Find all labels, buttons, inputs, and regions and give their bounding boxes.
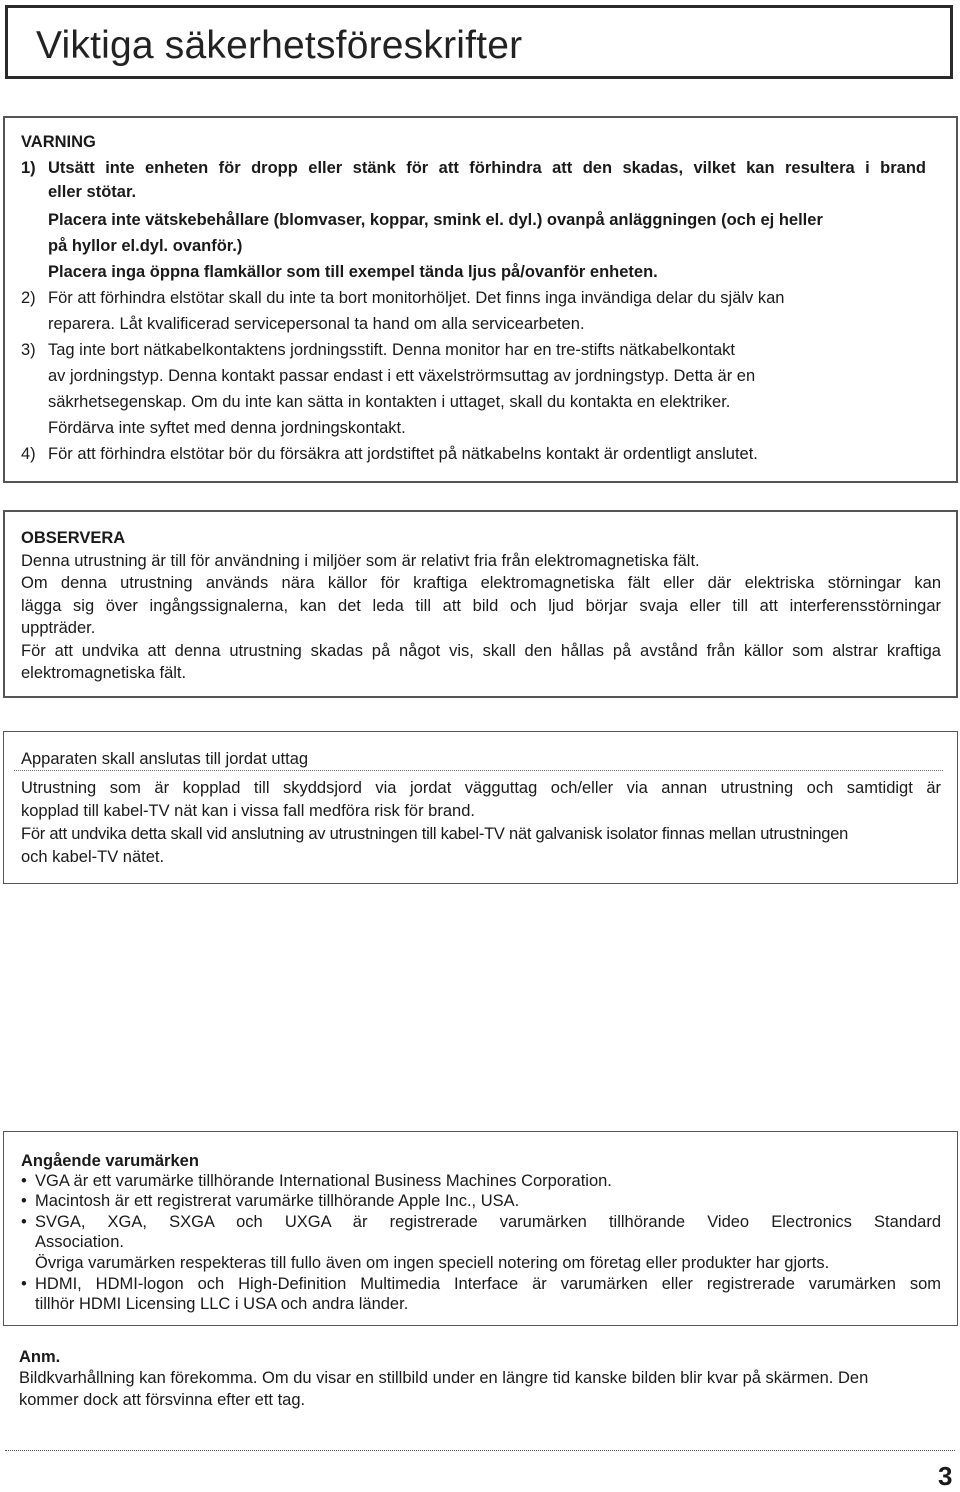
- trademark-item: VGA är ett varumärke tillhörande International Business Machines Corporation.: [35, 1172, 612, 1190]
- bullet-dot: •: [21, 1213, 27, 1231]
- note-line: kommer dock att försvinna efter ett tag.: [19, 1391, 306, 1409]
- warning-item-3-number: 3): [21, 341, 36, 359]
- bullet-dot: •: [21, 1275, 27, 1293]
- warning-item-1-line: på hyllor el.dyl. ovanför.): [48, 237, 243, 255]
- warning-heading: VARNING: [21, 133, 96, 151]
- warning-item-1-line: Placera inga öppna flamkällor som till exempel tända ljus på/ovanför enheten.: [48, 263, 658, 281]
- observera-heading: OBSERVERA: [21, 529, 126, 547]
- trademark-item: SVGA, XGA, SXGA och UXGA är registrerade varumärken tillhörande Video Electronics Standard: [35, 1213, 941, 1231]
- trademark-item: Macintosh är ett registrerat varumärke tillhörande Apple Inc., USA.: [35, 1192, 520, 1210]
- footer-rule: [5, 1450, 955, 1451]
- trademark-item: tillhör HDMI Licensing LLC i USA och andra länder.: [35, 1295, 409, 1313]
- observera-line: uppträder.: [21, 619, 96, 637]
- observera-line: elektromagnetiska fält.: [21, 664, 187, 682]
- trademark-item: HDMI, HDMI-logon och High-Definition Multimedia Interface är varumärken eller registrerade varumärken som: [35, 1275, 941, 1293]
- page-number: 3: [938, 1461, 953, 1491]
- grounding-line: kopplad till kabel-TV nät kan i vissa fall medföra risk för brand.: [21, 802, 475, 820]
- warning-item-3-line: av jordningstyp. Denna kontakt passar endast i ett växelströrmsuttag av jordningstyp. Detta är en: [48, 367, 756, 385]
- warning-item-1-line: Utsätt inte enheten för dropp eller stänk för att förhindra att den skadas, vilket kan resultera i brand: [48, 159, 926, 177]
- observera-line: För att undvika att denna utrustning skadas på något vis, skall den hållas på avstånd från källor som alstrar kraftiga: [21, 642, 941, 660]
- trademark-other: Övriga varumärken respekteras till fullo även om ingen speciell notering om företag eller produkter har gjorts.: [35, 1254, 830, 1272]
- grounding-line: För att undvika detta skall vid anslutning av utrustningen till kabel-TV nät galvanisk isolator finnas mellan utrustningen: [21, 825, 849, 843]
- warning-item-1-line: Placera inte vätskebehållare (blomvaser, koppar, smink el. dyl.) ovanpå anläggningen (och ej heller: [48, 211, 823, 229]
- observera-line: lägga sig över ingångssignalerna, kan det leda till att bild och ljud börjar svaja eller till att interferensstörningar: [21, 597, 941, 615]
- title-box: [5, 5, 953, 79]
- warning-item-4-line: För att förhindra elstötar bör du försäkra att jordstiftet på nätkabelns kontakt är ordentligt anslutet.: [48, 445, 758, 463]
- warning-item-3-line: Fördärva inte syftet med denna jordningskontakt.: [48, 419, 406, 437]
- grounding-heading: Apparaten skall anslutas till jordat uttag: [21, 750, 309, 768]
- warning-item-2-line: reparera. Låt kvalificerad servicepersonal ta hand om alla servicearbeten.: [48, 315, 585, 333]
- trademark-item: Association.: [35, 1233, 124, 1251]
- warning-item-3-line: säkrhetsegenskap. Om du inte kan sätta in kontakten i uttaget, skall du kontakta en elektriker.: [48, 393, 731, 411]
- observera-line: Om denna utrustning används nära källor för kraftiga elektromagnetiska fält eller där elektriska störningar kan: [21, 574, 941, 592]
- bullet-dot: •: [21, 1172, 27, 1190]
- observera-line: Denna utrustning är till för användning i miljöer som är relativt fria från elektromagnetiska fält.: [21, 552, 700, 570]
- note-line: Bildkvarhållning kan förekomma. Om du visar en stillbild under en längre tid kanske bilden blir kvar på skärmen. Den: [19, 1369, 869, 1387]
- note-heading: Anm.: [19, 1348, 61, 1366]
- warning-item-1-number: 1): [21, 159, 36, 177]
- grounding-line: och kabel-TV nätet.: [21, 848, 165, 866]
- warning-item-2-number: 2): [21, 289, 36, 307]
- trademarks-heading: Angående varumärken: [21, 1152, 199, 1170]
- warning-item-1-line: eller stötar.: [48, 183, 137, 201]
- bullet-dot: •: [21, 1192, 27, 1210]
- warning-item-4-number: 4): [21, 445, 36, 463]
- grounding-divider: [14, 770, 943, 771]
- page-title: Viktiga säkerhetsföreskrifter: [36, 24, 523, 67]
- warning-item-2-line: För att förhindra elstötar skall du inte ta bort monitorhöljet. Det finns inga invändiga delar du själv kan: [48, 289, 785, 307]
- grounding-line: Utrustning som är kopplad till skyddsjord via jordat vägguttag och/eller via annan utrustning och samtidigt är: [21, 779, 941, 797]
- warning-item-3-line: Tag inte bort nätkabelkontaktens jordningsstift. Denna monitor har en tre-stifts nätkabelkontakt: [48, 341, 735, 359]
